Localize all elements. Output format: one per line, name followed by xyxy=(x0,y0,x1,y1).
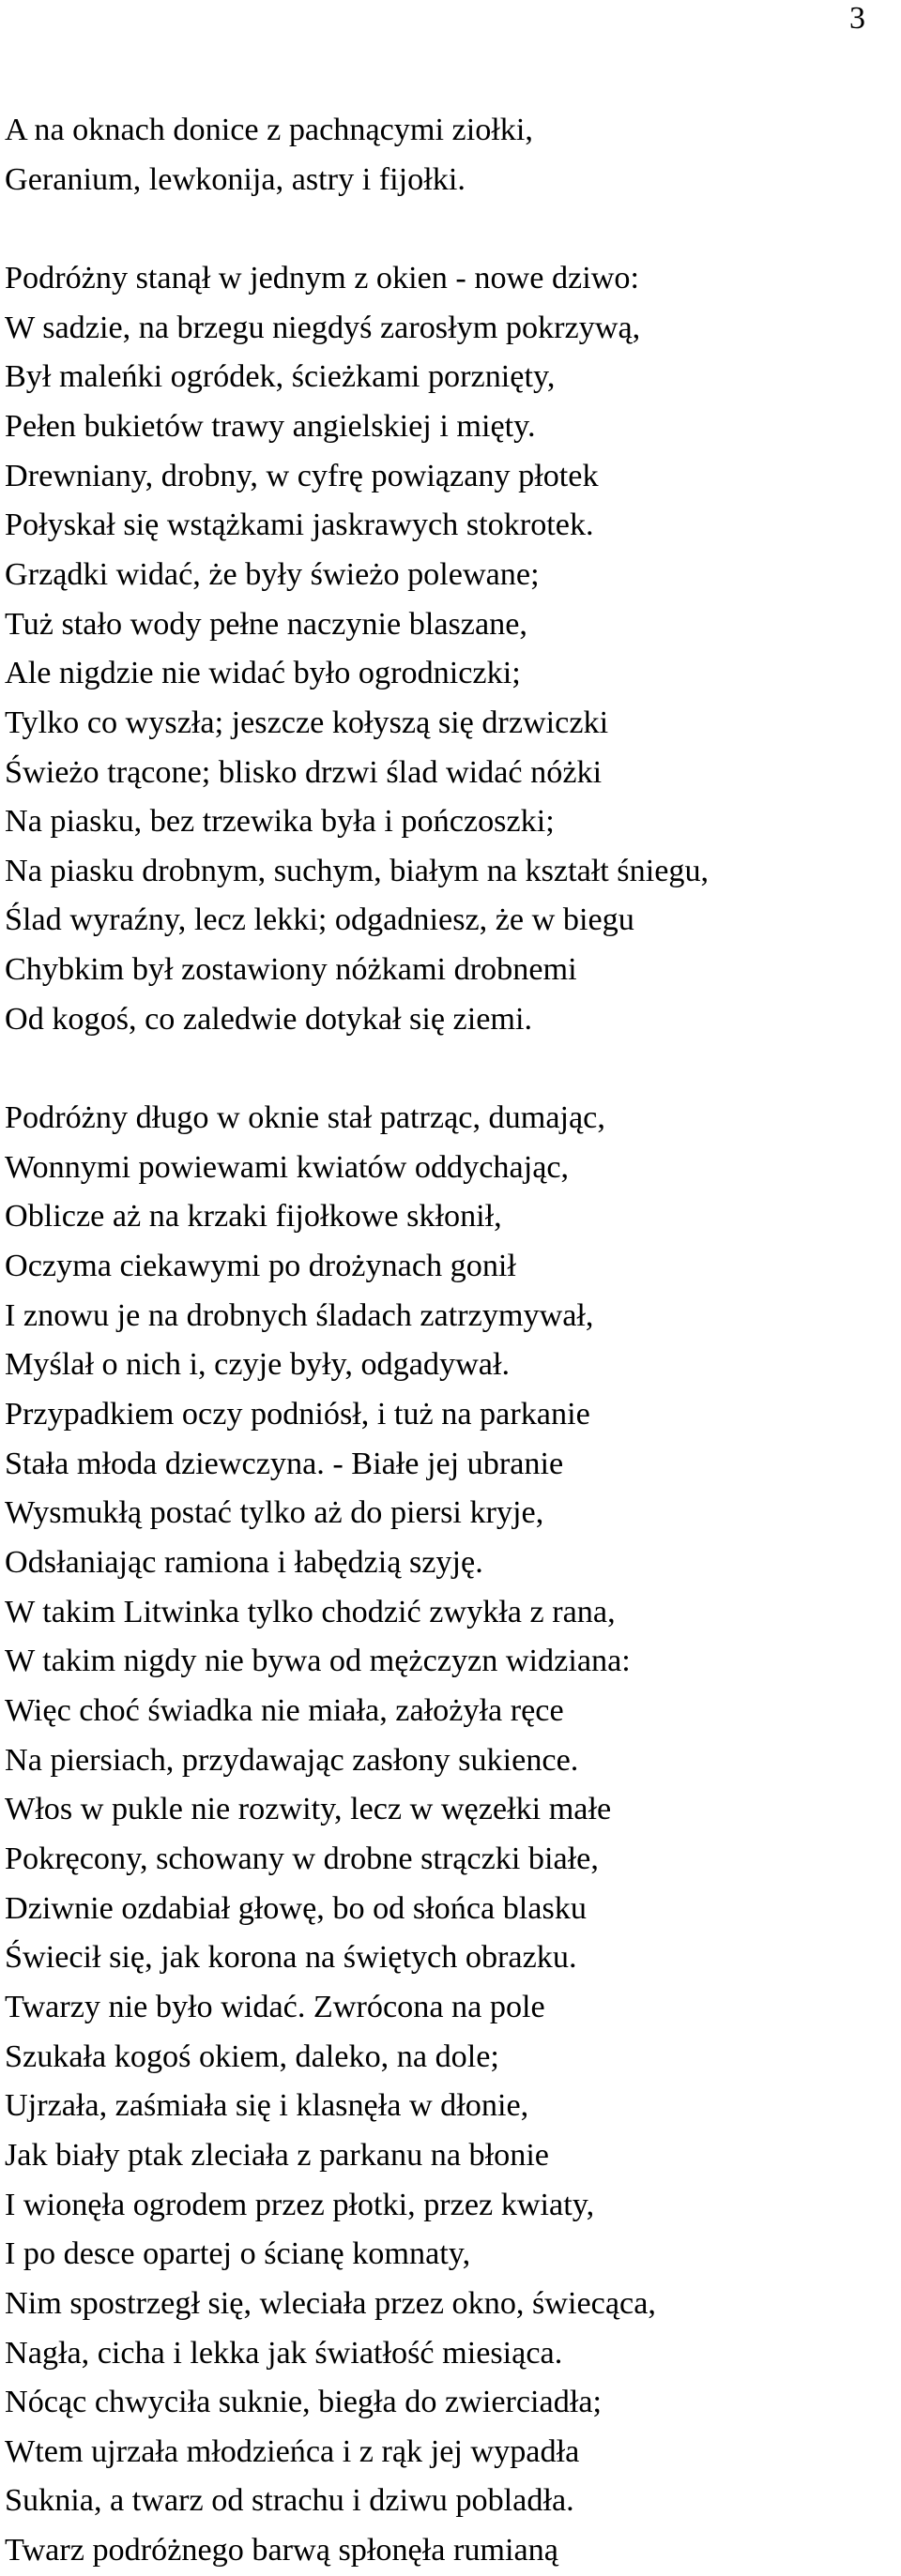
verse-line: Grządki widać, że były świeżo polewane; xyxy=(5,556,540,592)
verse-line: Na piasku, bez trzewika była i pończoszki; xyxy=(5,804,555,840)
verse-line: Od kogoś, co zaledwie dotykał się ziemi. xyxy=(5,1001,533,1037)
verse-line: Drewniany, drobny, w cyfrę powiązany płotek xyxy=(5,458,599,493)
verse-line: Szukała kogoś okiem, daleko, na dole; xyxy=(5,2038,499,2074)
verse-line: Myślał o nich i, czyje były, odgadywał. xyxy=(5,1347,511,1383)
verse-line: W takim nigdy nie bywa od mężczyzn widziana: xyxy=(5,1644,631,1679)
verse-line: Na piasku drobnym, suchym, białym na kształt śniegu, xyxy=(5,853,710,888)
verse-line: Suknia, a twarz od strachu i dziwu pobladła. xyxy=(5,2483,574,2519)
verse-line: Pokręcony, schowany w drobne strączki białe, xyxy=(5,1841,599,1876)
stanza xyxy=(5,254,896,1045)
verse-line: Wysmukłą postać tylko aż do piersi kryje, xyxy=(5,1495,544,1531)
verse-line: Nim spostrzegł się, wleciała przez okno, świecąca, xyxy=(5,2285,656,2321)
verse-line: Twarz podróżnego barwą spłonęła rumianą xyxy=(5,2533,558,2568)
verse-line: Nócąc chwyciła suknie, biegła do zwierciadła; xyxy=(5,2385,602,2420)
verse-line: W takim Litwinka tylko chodzić zwykła z rana, xyxy=(5,1594,616,1629)
verse-line: Geranium, lewkonija, astry i fijołki. xyxy=(5,161,466,197)
verse-line: A na oknach donice z pachnącymi ziołki, xyxy=(5,113,533,147)
stanza-gap xyxy=(5,1044,896,1094)
poem-text xyxy=(5,106,896,2576)
stanza xyxy=(5,1094,896,2576)
verse-line: Więc choć świadka nie miała, założyła ręce xyxy=(5,1692,564,1728)
verse-line: Ujrzała, zaśmiała się i klasnęła w dłonie, xyxy=(5,2088,529,2124)
verse-line: Tuż stało wody pełne naczynie blaszane, xyxy=(5,606,527,642)
verse-line: Tylko co wyszła; jeszcze kołyszą się drzwiczki xyxy=(5,705,609,740)
verse-line: Na piersiach, przydawając zasłony sukience. xyxy=(5,1742,579,1778)
verse-line: Ale nigdzie nie widać było ogrodniczki; xyxy=(5,656,521,691)
verse-line: Podróżny długo w oknie stał patrząc, dumając, xyxy=(5,1100,605,1136)
verse-line: Oblicze aż na krzaki fijołkowe skłonił, xyxy=(5,1199,502,1235)
verse-line: Dziwnie ozdabiał głowę, bo od słońca blasku xyxy=(5,1890,587,1926)
verse-line: Stała młoda dziewczyna. - Białe jej ubranie xyxy=(5,1446,564,1481)
stanza-gap xyxy=(5,205,896,254)
verse-line: Wtem ujrzała młodzieńca i z rąk jej wypadła xyxy=(5,2433,580,2469)
verse-line: Odsłaniając ramiona i łabędzią szyję. xyxy=(5,1545,483,1580)
verse-line: Połyskał się wstążkami jaskrawych stokrotek. xyxy=(5,508,594,543)
verse-line: Włos w pukle nie rozwity, lecz w węzełki małe xyxy=(5,1792,612,1827)
verse-line: Podróżny stanął w jednym z okien - nowe dziwo: xyxy=(5,260,640,295)
verse-line: Był maleńki ogródek, ścieżkami porznięty, xyxy=(5,359,556,395)
verse-line: W sadzie, na brzegu niegdyś zarosłym pokrzywą, xyxy=(5,310,641,345)
verse-line: Przypadkiem oczy podniósł, i tuż na parkanie xyxy=(5,1397,590,1432)
verse-line: Ślad wyraźny, lecz lekki; odgadniesz, że w biegu xyxy=(5,902,634,938)
verse-line: Twarzy nie było widać. Zwrócona na pole xyxy=(5,1989,545,2024)
verse-line: Oczyma ciekawymi po drożynach gonił xyxy=(5,1249,516,1284)
verse-line: Nagła, cicha i lekka jak światłość miesiąca. xyxy=(5,2335,563,2371)
verse-line: Wonnymi powiewami kwiatów oddychając, xyxy=(5,1149,570,1185)
verse-line: I wionęła ogrodem przez płotki, przez kwiaty, xyxy=(5,2187,595,2222)
verse-line: I po desce opartej o ścianę komnaty, xyxy=(5,2236,471,2272)
verse-line: I znowu je na drobnych śladach zatrzymywał, xyxy=(5,1297,594,1333)
stanza xyxy=(5,106,896,205)
verse-line: Świeżo trącone; blisko drzwi ślad widać nóżki xyxy=(5,754,603,790)
verse-line: Pełen bukietów trawy angielskiej i mięty. xyxy=(5,408,536,444)
verse-line: Świecił się, jak korona na świętych obrazku. xyxy=(5,1940,577,1976)
verse-line: Chybkim był zostawiony nóżkami drobnemi xyxy=(5,952,577,988)
page-number: 3 xyxy=(849,1,865,36)
verse-line: Jak biały ptak zleciała z parkanu na błonie xyxy=(5,2137,549,2173)
